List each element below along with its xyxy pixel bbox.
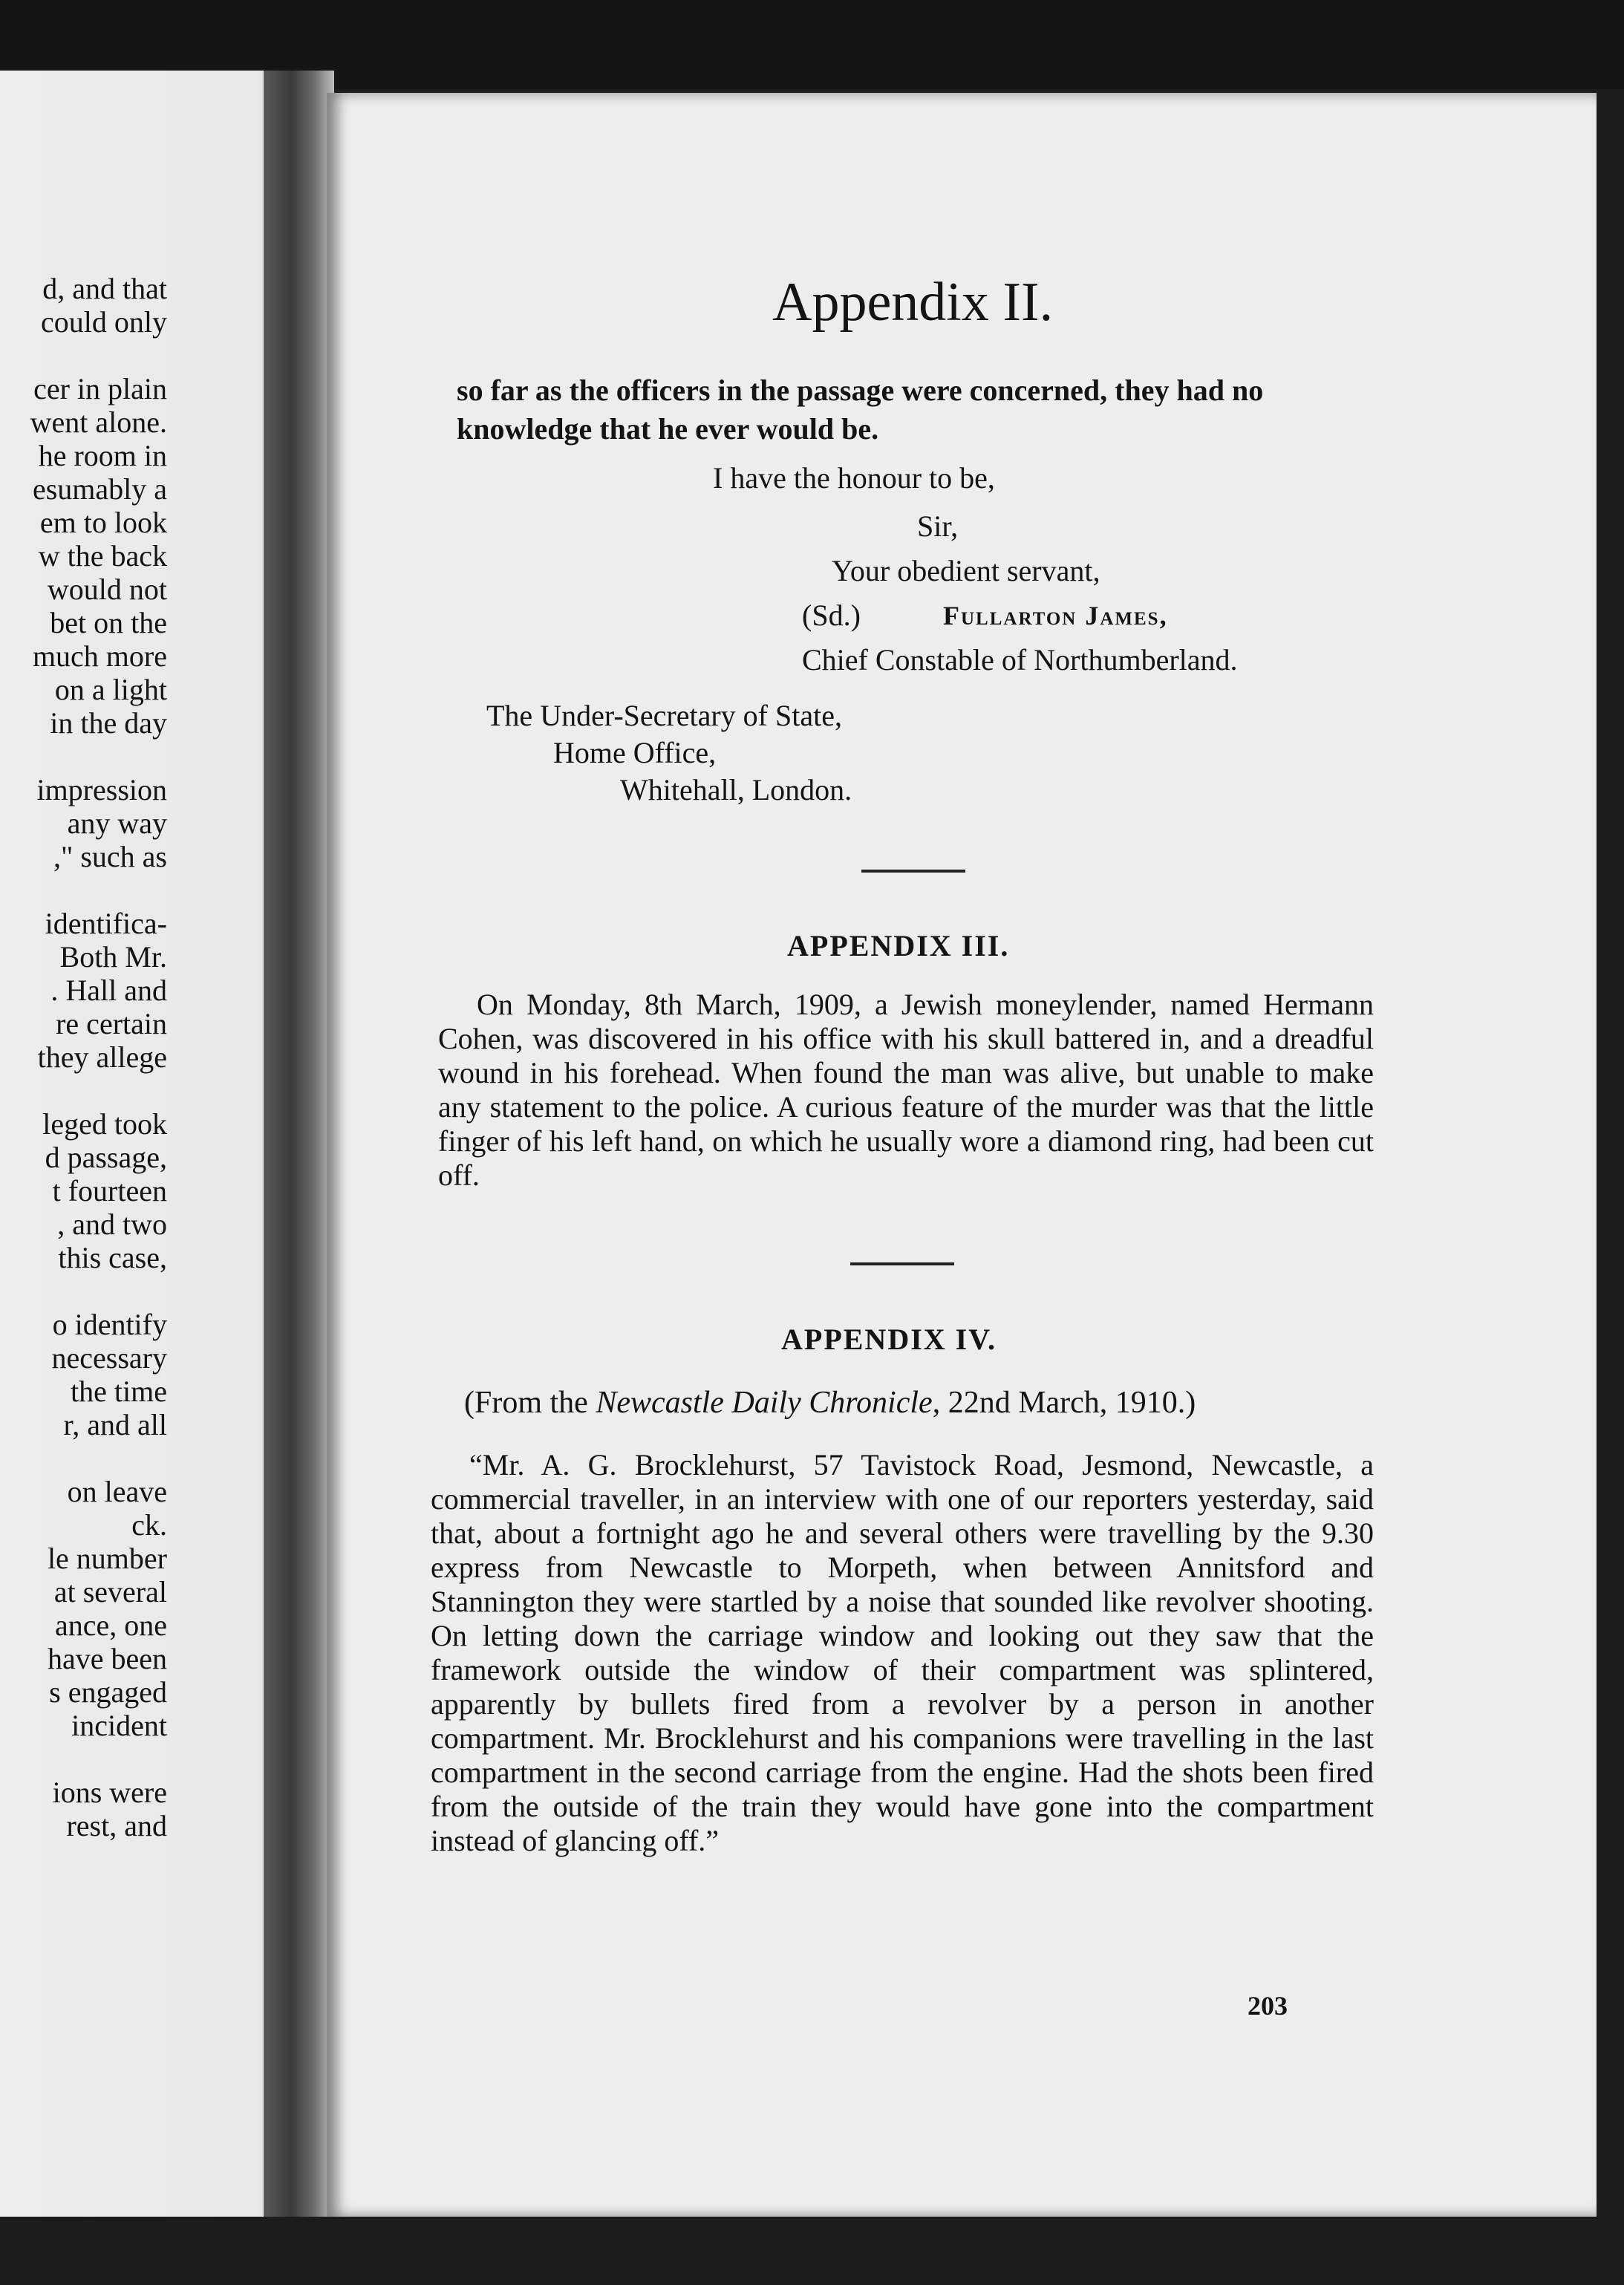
facing-page-line: identifica- <box>45 907 167 940</box>
facing-page-line: s engaged <box>49 1675 167 1709</box>
appendix-3-heading: APPENDIX III. <box>787 929 1010 962</box>
signatory-name: Fullarton James, <box>943 601 1168 630</box>
address-line-1: The Under-Secretary of State, <box>486 699 842 732</box>
closing-line-1: I have the honour to be, <box>713 461 995 495</box>
facing-page-line: ck. <box>131 1508 167 1542</box>
address-line-3: Whitehall, London. <box>620 773 852 806</box>
facing-page-line: would not <box>47 573 167 606</box>
facing-page-line: have been <box>47 1642 167 1675</box>
facing-page-line: em to look <box>39 506 167 539</box>
facing-page-line: this case, <box>58 1241 167 1274</box>
continuation-paragraph: so far as the officers in the passage were concerned, they had no knowledge that he ever would be. <box>457 374 1264 446</box>
facing-page-line: r, and all <box>63 1408 167 1441</box>
facing-page-line: any way <box>67 806 167 840</box>
facing-page-line: , and two <box>57 1207 167 1241</box>
book-gutter <box>264 71 334 2217</box>
closing-line-2: Sir, <box>917 509 959 543</box>
facing-page-line: cer in plain <box>33 372 167 405</box>
facing-page-line: d, and that <box>42 272 167 305</box>
facing-page-line: much more <box>32 639 167 673</box>
source-prefix: (From the <box>464 1386 596 1420</box>
facing-page-line: ance, one <box>54 1608 167 1642</box>
facing-page-line: leged took <box>42 1107 167 1141</box>
source-suffix: , 22nd March, 1910.) <box>932 1386 1196 1420</box>
section-divider <box>850 1262 954 1265</box>
facing-page-line: went alone. <box>30 405 167 439</box>
facing-page-line: the time <box>71 1375 167 1408</box>
book-page <box>327 93 1597 2217</box>
facing-page-line: ions were <box>52 1776 167 1809</box>
address-line-2: Home Office, <box>553 736 717 769</box>
facing-page-line: at several <box>53 1575 167 1608</box>
facing-page-line: re certain <box>56 1007 167 1040</box>
facing-page-line: necessary <box>51 1341 167 1375</box>
facing-page-line: incident <box>71 1709 167 1742</box>
facing-page-line: bet on the <box>50 606 167 639</box>
facing-page-line: esumably a <box>32 472 167 506</box>
signatory-role: Chief Constable of Northumberland. <box>802 643 1238 677</box>
appendix-4-source <box>464 1385 1196 1421</box>
signature-prefix: (Sd.) <box>802 599 861 632</box>
facing-page-line: d passage, <box>45 1141 167 1174</box>
facing-page-line: impression <box>36 773 167 806</box>
facing-page-line: o identify <box>52 1308 167 1341</box>
facing-page-line: . Hall and <box>50 974 167 1007</box>
facing-page-line: he room in <box>38 439 167 472</box>
facing-page-line: in the day <box>50 706 167 740</box>
facing-page-line: on leave <box>67 1475 167 1508</box>
facing-page-line: ," such as <box>53 840 167 873</box>
section-divider <box>861 870 965 873</box>
facing-page-line: t fourteen <box>52 1174 167 1207</box>
appendix-3-text: On Monday, 8th March, 1909, a Jewish moneylender, named Hermann Cohen, was discovered in his office with his skull battered in, and a dreadful wound in his forehead. When found the man was alive, but unable to make any statement to the police. A curious feature of the murder was that the little finger of his left hand, on which he usually wore a diamond ring, had been cut off. <box>438 988 1374 1192</box>
appendix-4-heading: APPENDIX IV. <box>781 1323 997 1356</box>
source-publication: Newcastle Daily Chronicle <box>596 1386 933 1420</box>
page-number: 203 <box>1248 1991 1288 2021</box>
facing-page-line: rest, and <box>66 1809 167 1842</box>
closing-line-3: Your obedient servant, <box>832 554 1100 587</box>
facing-page-line: could only <box>41 305 167 339</box>
facing-page-line: le number <box>47 1542 167 1575</box>
facing-page-line: they allege <box>37 1040 167 1074</box>
appendix-4-text: “Mr. A. G. Brocklehurst, 57 Tavistock Road, Jesmond, Newcastle, a commercial traveller, in an interview with one of our reporters yesterday, said that, about a fortnight ago he and several others were travelling by the 9.30 express from Newcastle to Morpeth, when between Annitsford and Stannington they were startled by a noise that sounded like revolver shooting. On letting down the carriage window and looking out they saw that the framework outside the window of their compartment was splintered, apparently by bullets fired from a revolver by a person in another compartment. Mr. Brocklehurst and his companions were travelling in the last compartment in the second carriage from the engine. Had the shots been fired from the outside of the train they would have gone into the compartment instead of glancing off.” <box>431 1448 1374 1857</box>
facing-page-line: w the back <box>38 539 167 573</box>
facing-page-line: Both Mr. <box>59 940 167 974</box>
facing-page-line: on a light <box>54 673 167 706</box>
page-title: Appendix II. <box>772 272 1054 333</box>
